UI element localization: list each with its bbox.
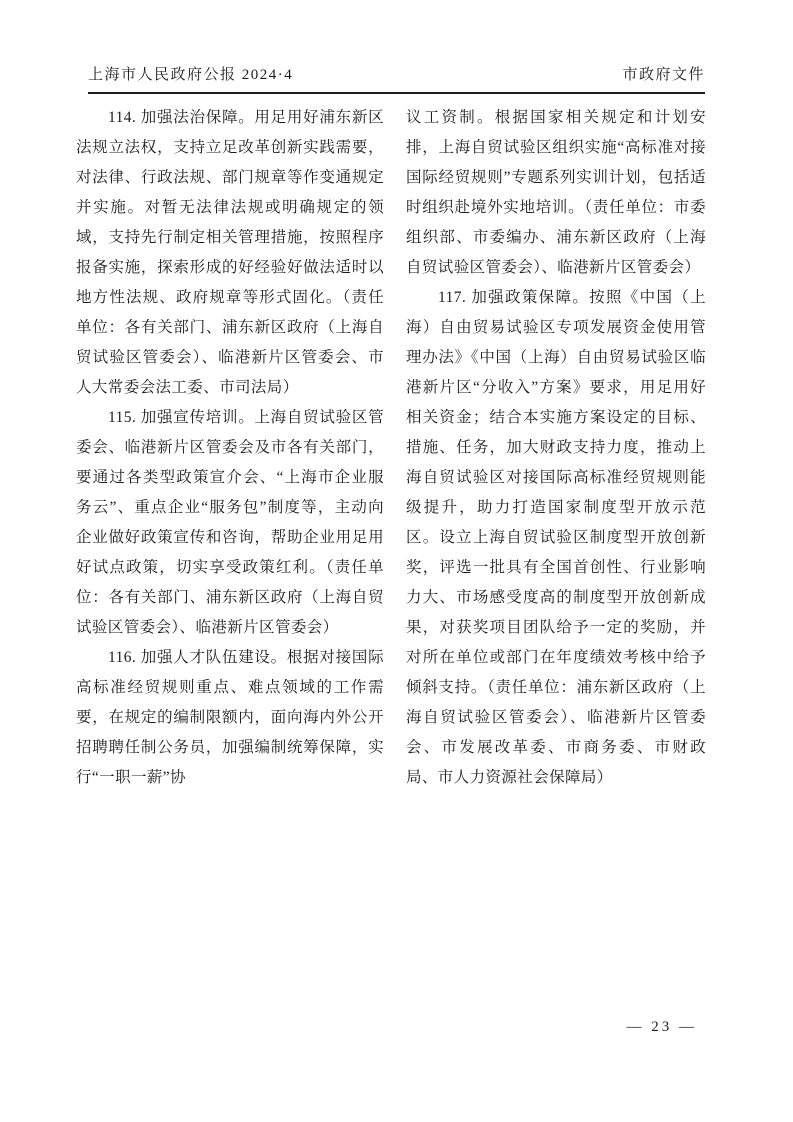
paragraph-item-116-part2: 议工资制。根据国家相关规定和计划安排，上海自贸试验区组织实施“高标准对接国际经贸规则”专题系列实训计划，包括适时组织赴境外实地培训。（责任单位：市委组织部、市委编办、浦东新区政府（上海自贸试验区管委会）、临港新片区管委会） <box>406 109 706 276</box>
paragraph-item-115: 115. 加强宣传培训。上海自贸试验区管委会、临港新片区管委会及市各有关部门，要通过各类型政策宣介会、“上海市企业服务云”、重点企业“服务包”制度等，主动向企业做好政策宣传和咨询，帮助企业用足用好试点政策，切实享受政策红利。（责任单位：各有关部门、浦东新区政府（上海自贸试验区管委会）、临港新片区管委会） <box>76 409 384 636</box>
page-footer <box>627 1019 698 1036</box>
paragraph-item-116-part1: 116. 加强人才队伍建设。根据对接国际高标准经贸规则重点、难点领域的工作需要，在规定的编制限额内，面向海内外公开招聘聘任制公务员，加强编制统筹保障，实行“一职一薪”协 <box>76 649 384 786</box>
gazette-title: 上海市人民政府公报 2024·4 <box>88 67 294 83</box>
page-number: — 23 — <box>626 1019 697 1035</box>
paragraph-item-117: 117. 加强政策保障。按照《中国（上海）自由贸易试验区专项发展资金使用管理办法》《中国（上海）自由贸易试验区临港新片区“分收入”方案》要求，用足用好相关资金；结合本实施方案设定的目标、措施、任务，加大财政支持力度，推动上海自贸试验区对接国际高标准经贸规则能级提升，助力打造国家制度型开放示范区。设立上海自贸试验区制度型开放创新奖，评选一批具有全国首创性、行业影响力大、市场感受度高的制度型开放创新成果，对获奖项目团队给予一定的奖励，并对所在单位或部门在年度绩效考核中给予倾斜支持。（责任单位：浦东新区政府（上海自贸试验区管委会）、临港新片区管委会、市发展改革委、市商务委、市财政局、市人力资源社会保障局） <box>406 289 706 786</box>
left-column <box>76 103 384 793</box>
right-column <box>406 103 706 793</box>
paragraph-item-114: 114. 加强法治保障。用足用好浦东新区法规立法权，支持立足改革创新实践需要，对法律、行政法规、部门规章等作变通规定并实施。对暂无法律法规或明确规定的领域，支持先行制定相关管理措施，按照程序报备实施，探索形成的好经验好做法适时以地方性法规、政府规章等形式固化。（责任单位：各有关部门、浦东新区政府（上海自贸试验区管委会）、临港新片区管委会、市人大常委会法工委、市司法局） <box>76 109 384 396</box>
page-header <box>88 63 705 84</box>
section-label: 市政府文件 <box>622 67 705 83</box>
content-columns <box>76 103 706 793</box>
header-divider <box>88 92 705 94</box>
